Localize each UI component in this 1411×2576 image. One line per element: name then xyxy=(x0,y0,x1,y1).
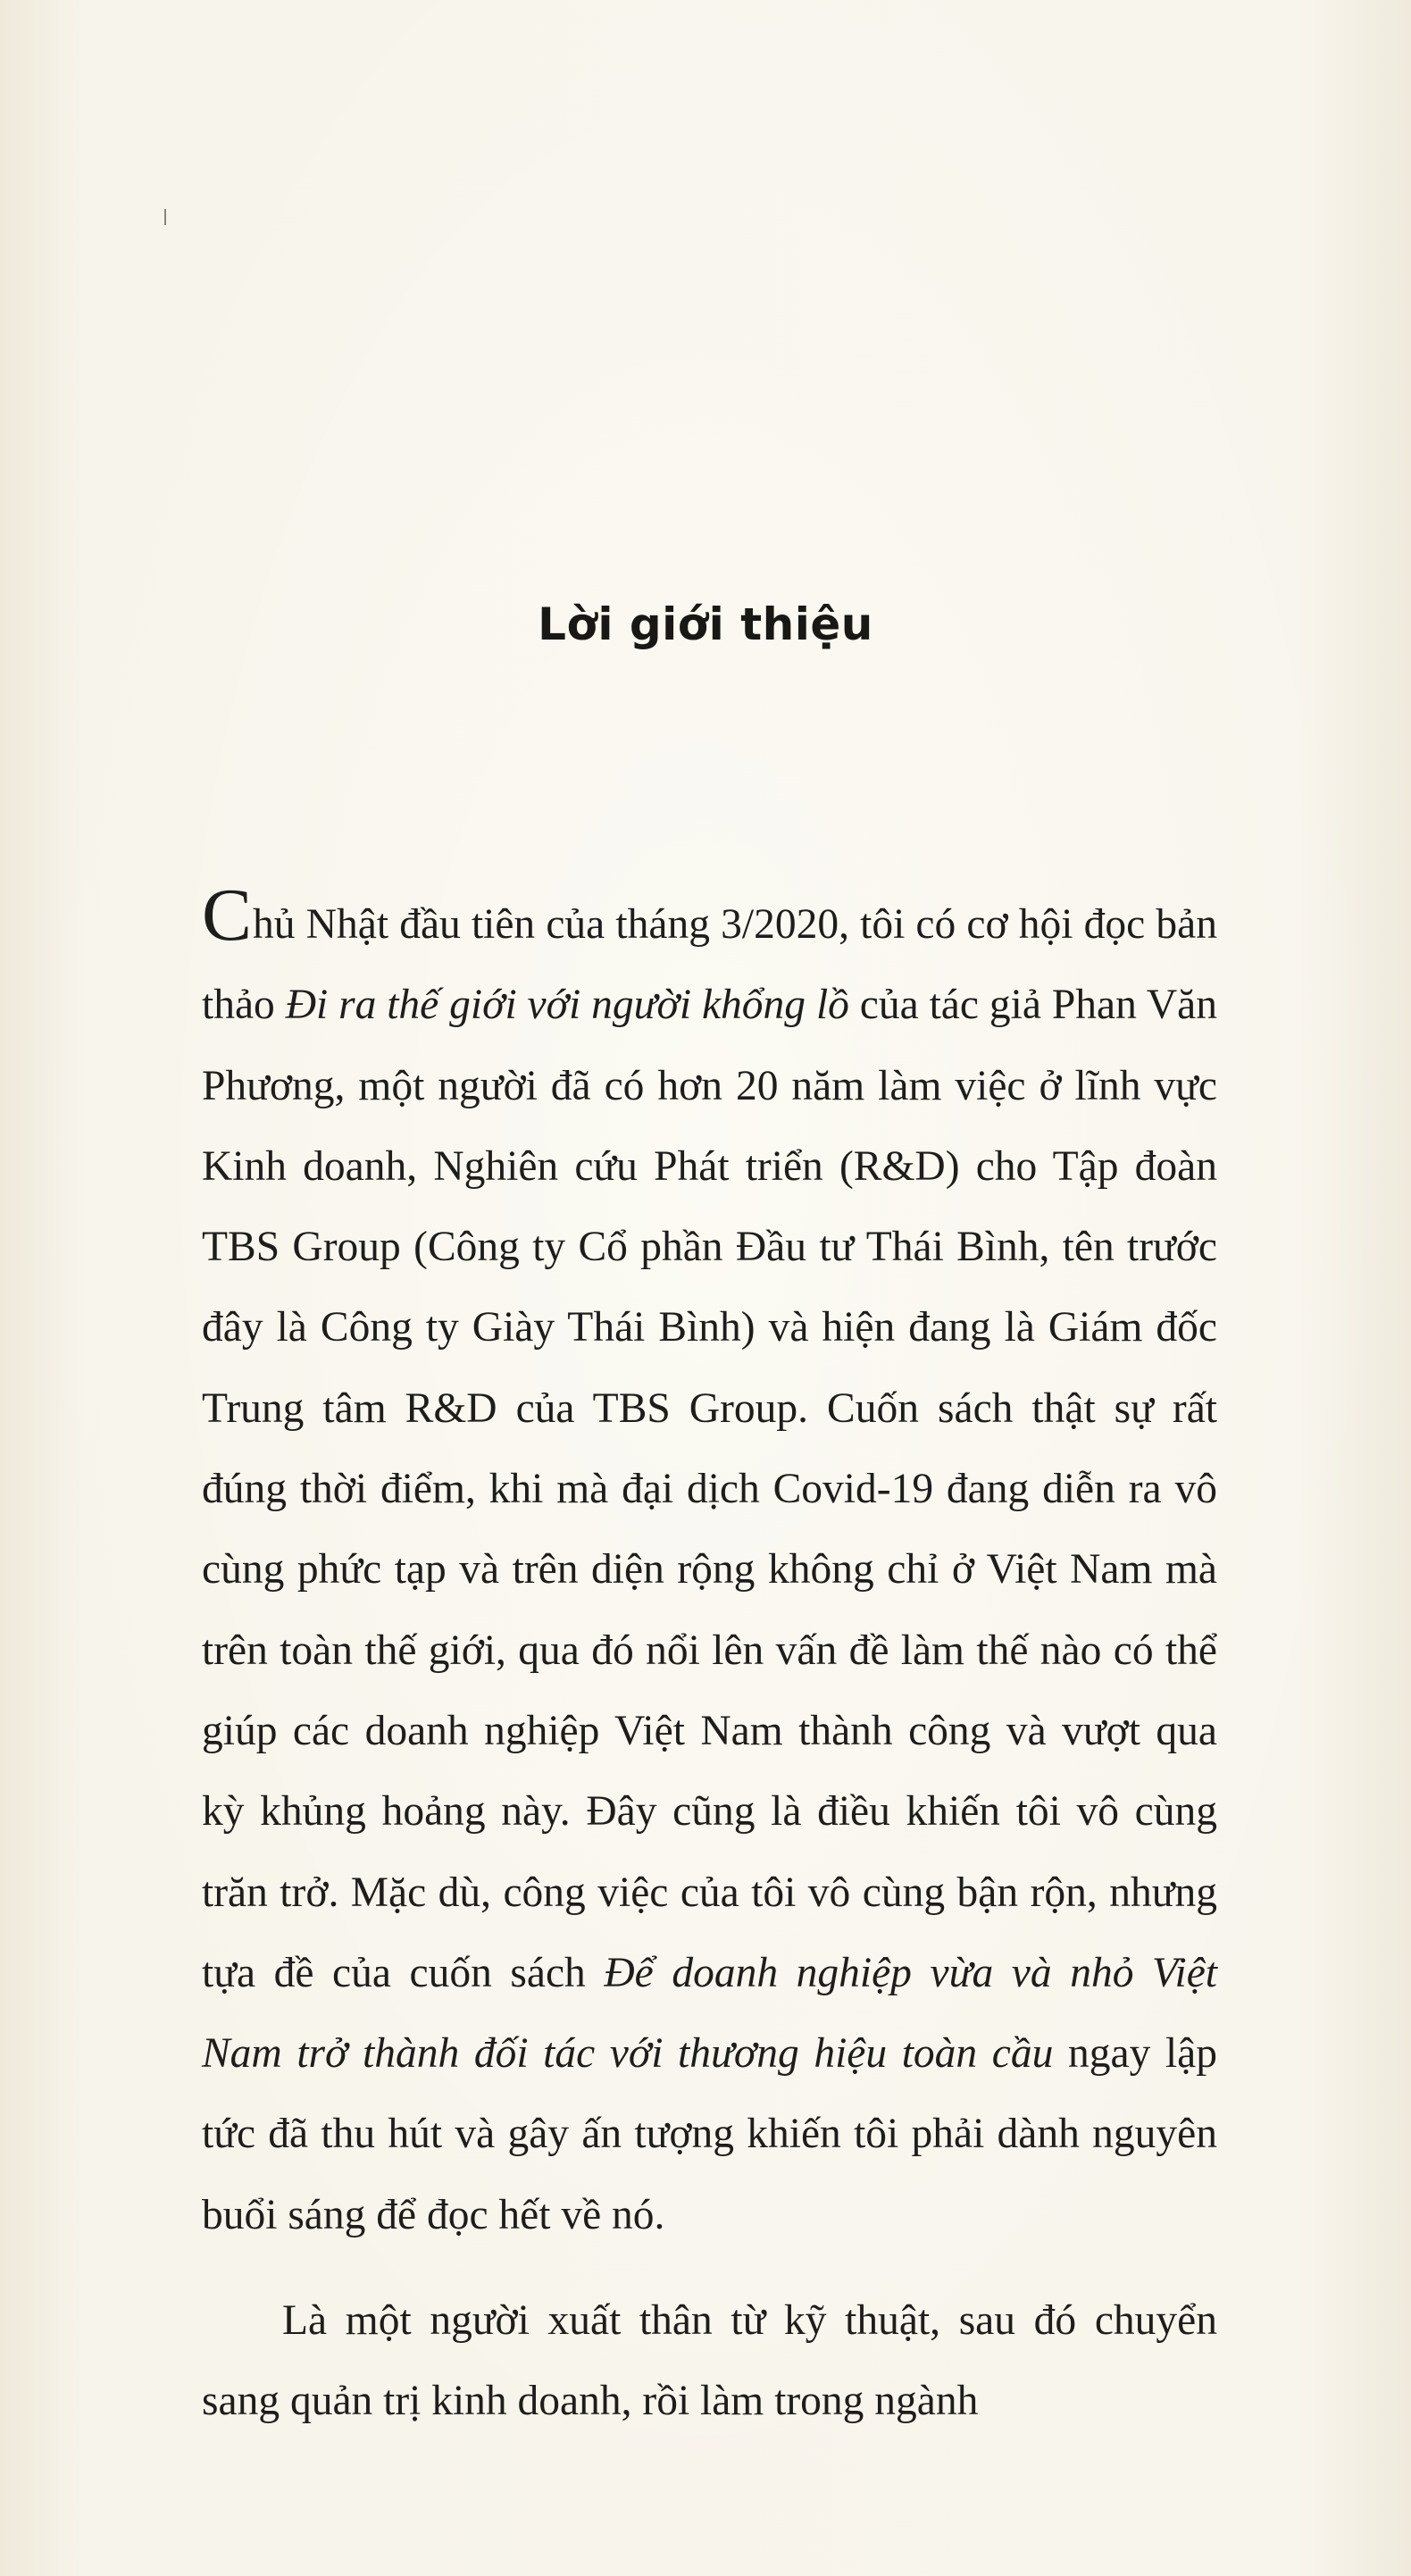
paragraph-1 xyxy=(202,873,1217,2255)
paragraph-2: Là một người xuất thân từ kỹ thuật, sau đó chuyển sang quản trị kinh doanh, rồi làm trong ngành xyxy=(202,2297,1217,2425)
page-mark xyxy=(164,209,166,225)
drop-cap: C xyxy=(202,873,253,957)
body-text xyxy=(202,873,1217,2442)
paragraph-1-text-1: hủ Nhật đầu tiên của tháng 3/2020, tôi có cơ hội đọc bản thảo xyxy=(202,901,1217,1029)
book-title-2: Để doanh nghiệp vừa và nhỏ Việt Nam trở thành đối tác với thương hiệu toàn cầu xyxy=(202,1949,1217,2078)
book-title-1: Đi ra thế giới với người khổng lồ xyxy=(285,982,849,1029)
chapter-heading: Lời giới thiệu xyxy=(538,598,873,650)
paragraph-1-text-3: ngay lập tức đã thu hút và gây ấn tượng khiến tôi phải dành nguyên buổi sáng để đọc hết về nó. xyxy=(202,2030,1217,2238)
paragraph-1-text-2: của tác giả Phan Văn Phương, một người đã có hơn 20 năm làm việc ở lĩnh vực Kinh doanh, Nghiên cứu Phát triển (R&D) cho Tập đoàn TBS Group (Công ty Cổ phần Đầu tư Thái Bình, tên trước đây là Công ty Giày Thái Bình) và hiện đang là Giám đốc Trung tâm R&D của TBS Group. Cuốn sách thật sự rất đúng thời điểm, khi mà đại dịch Covid-19 đang diễn ra vô cùng phức tạp và trên diện rộng không chỉ ở Việt Nam mà trên toàn thế giới, qua đó nổi lên vấn đề làm thế nào có thể giúp các doanh nghiệp Việt Nam thành công và vượt qua kỳ khủng hoảng này. Đây cũng là điều khiến tôi vô cùng trăn trở. Mặc dù, công việc của tôi vô cùng bận rộn, nhưng tựa đề của cuốn sách xyxy=(202,982,1217,1996)
